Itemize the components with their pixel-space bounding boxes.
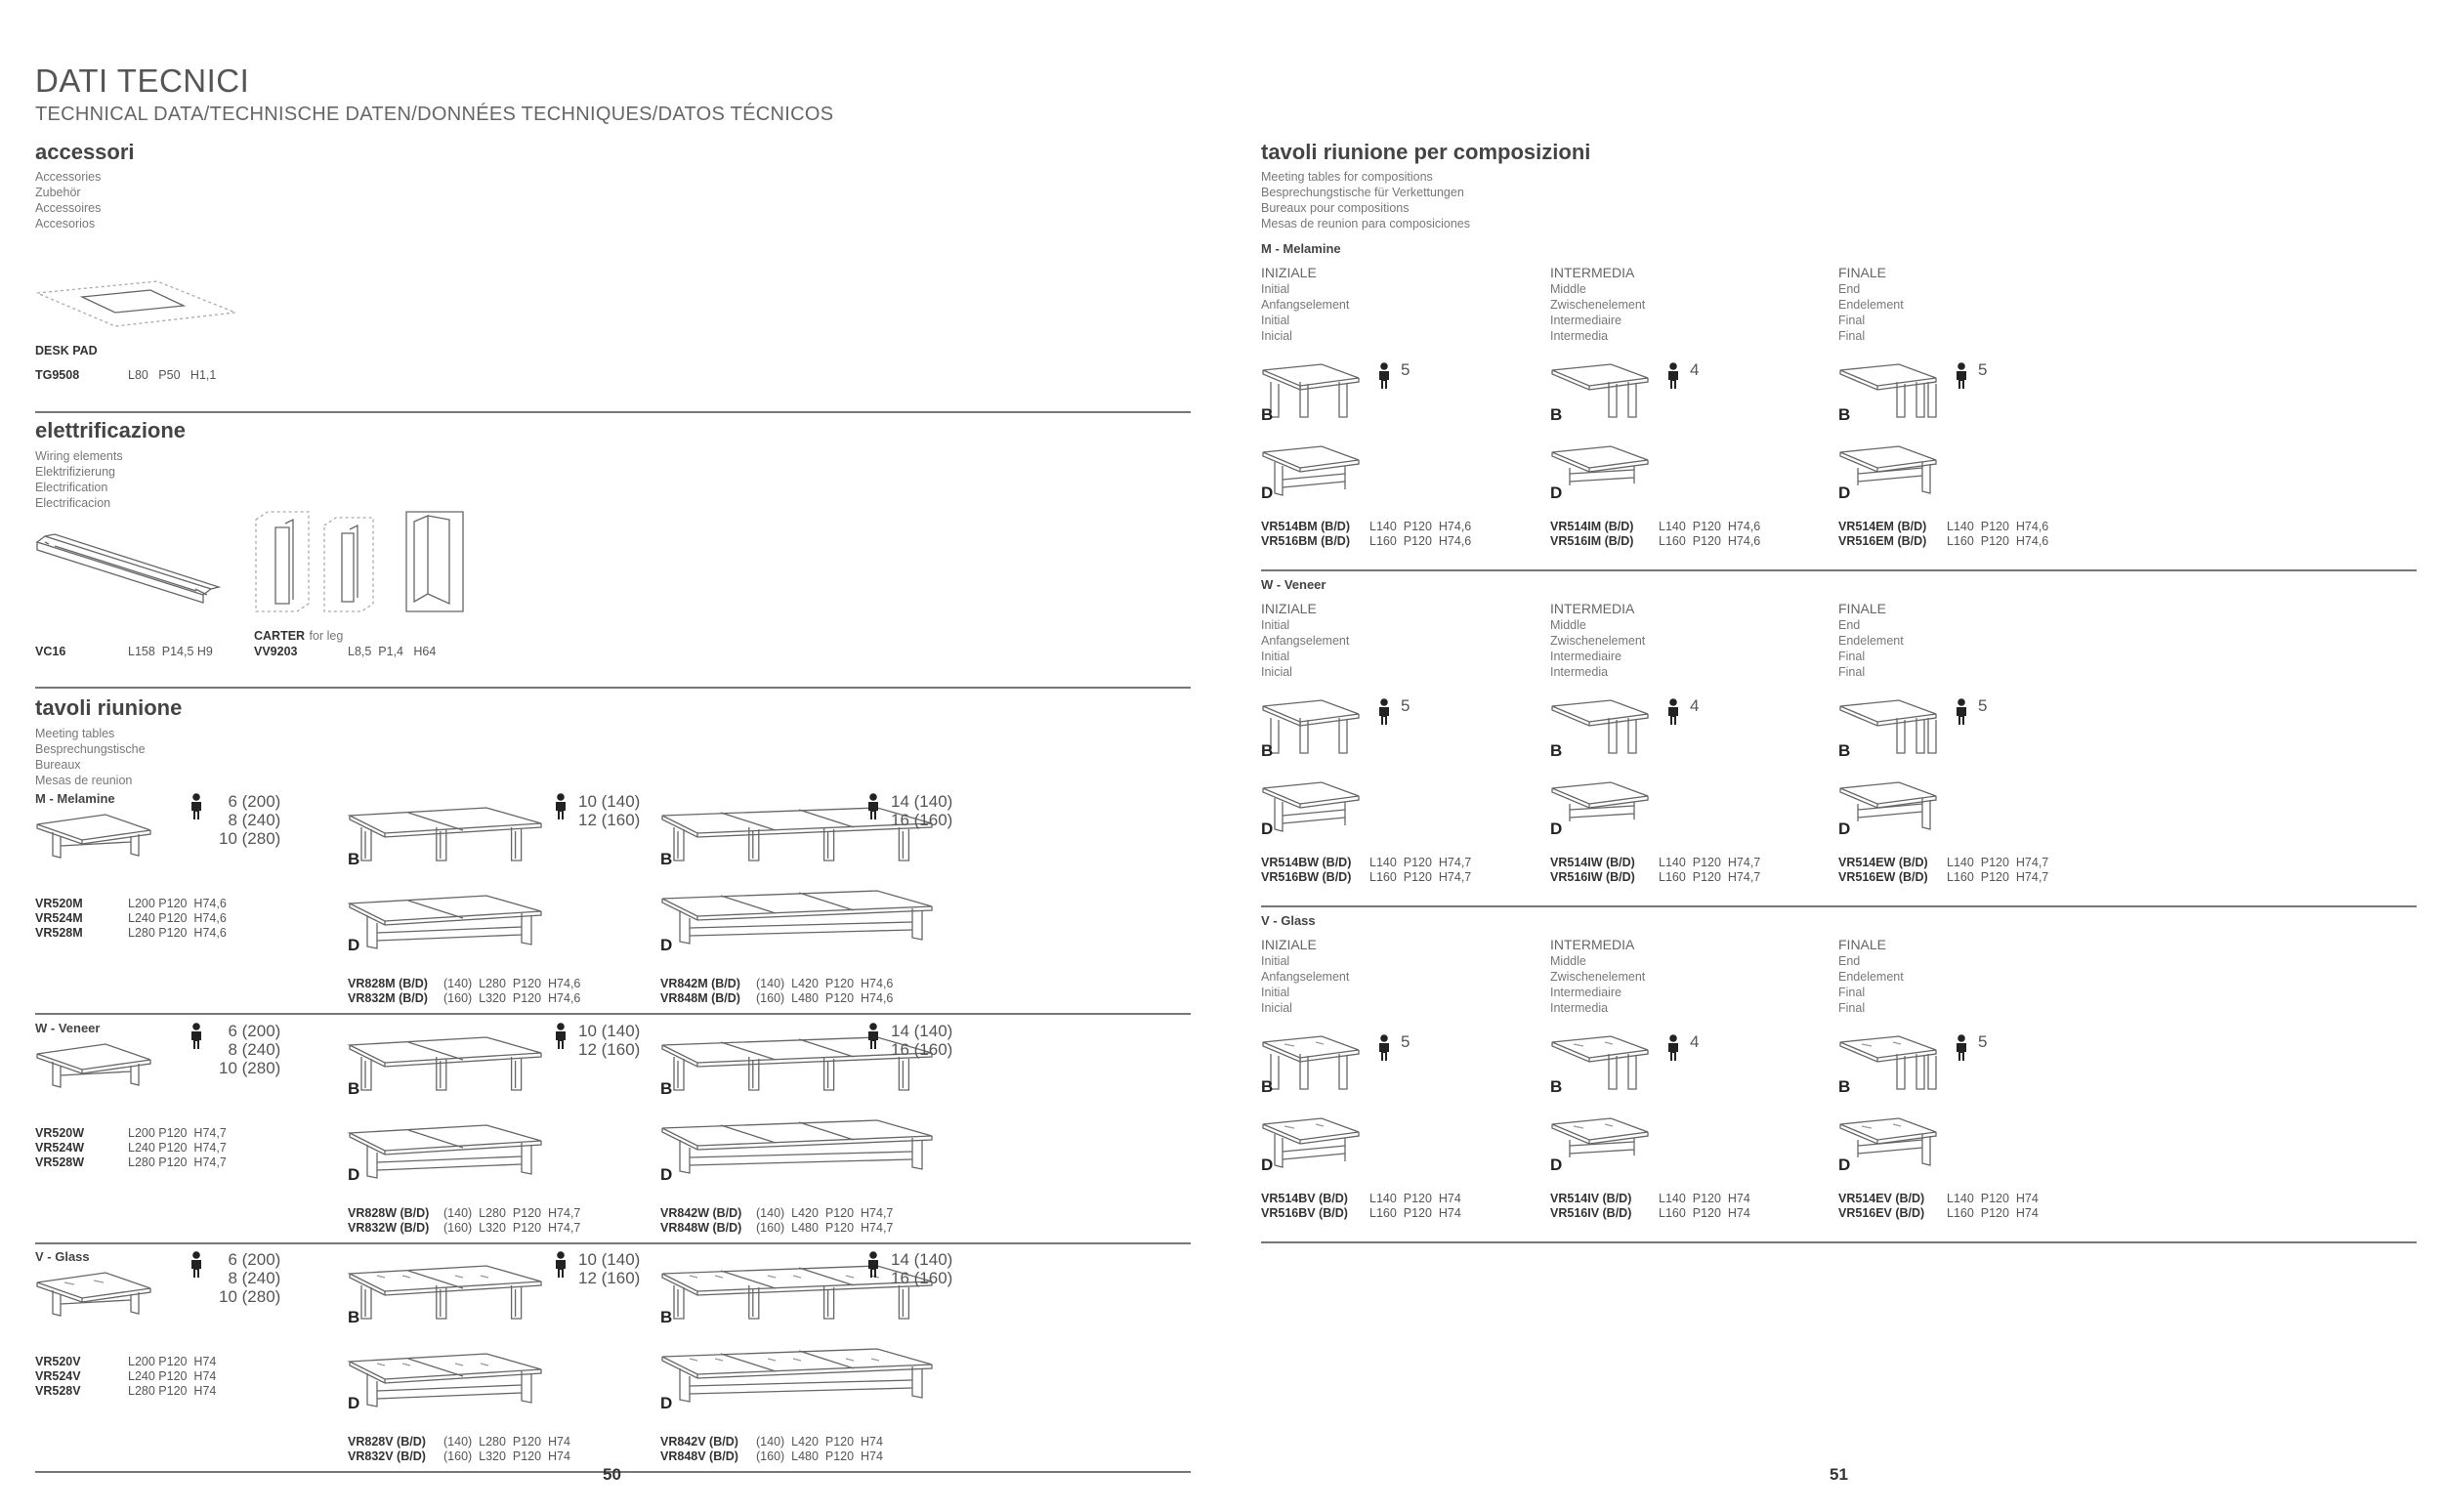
table-dims: (140) L420 P120 H74,6 (160) L480 P120 H74,6 — [756, 977, 894, 1005]
table-codes: VR514EW (B/D) VR516EW (B/D) — [1838, 856, 1928, 884]
person-icon — [1665, 362, 1681, 390]
base-b-label: B — [1838, 741, 1851, 760]
base-d-label: D — [660, 936, 673, 954]
seat-count: 4 — [1690, 696, 1700, 715]
column-subtitles: Middle Zwischenelement Intermediaire Intermedia — [1550, 282, 1646, 343]
table-drawing-d — [1838, 444, 1941, 503]
table-drawing-d — [1550, 444, 1653, 503]
person-icon — [1376, 1034, 1392, 1062]
divider — [1261, 569, 2417, 571]
seats-list: 14 (140) 16 (160) — [891, 1250, 953, 1287]
base-b-label: B — [1261, 1077, 1274, 1096]
desk-pad-dims: L80 P50 H1,1 — [128, 368, 217, 382]
page-number-left: 50 — [603, 1465, 621, 1484]
base-d-label: D — [1838, 483, 1851, 502]
person-icon — [189, 1023, 204, 1050]
table-drawing-d — [660, 1347, 944, 1406]
base-d-label: D — [1550, 819, 1563, 838]
column-title: FINALE — [1838, 937, 1887, 952]
table-dims: L140 P120 H74 L160 P120 H74 — [1947, 1192, 2039, 1220]
carter-label: CARTER for leg — [254, 629, 344, 643]
table-codes: VR828W (B/D) VR832W (B/D) — [348, 1206, 430, 1235]
table-drawing-d — [348, 1352, 553, 1410]
seats-list: 10 (140) 12 (160) — [578, 1250, 641, 1287]
base-b-label: B — [1550, 405, 1563, 424]
table-drawing-b — [1261, 698, 1364, 757]
base-b-label: B — [348, 850, 360, 868]
group-label: V - Glass — [1261, 913, 1316, 928]
carter-dims: L8,5 P1,4 H64 — [348, 645, 437, 658]
desk-pad-drawing — [35, 275, 240, 334]
table-drawing-d — [1838, 780, 1941, 839]
person-icon — [1665, 698, 1681, 726]
base-d-label: D — [348, 936, 360, 954]
vc16-dims: L158 P14,5 H9 — [128, 645, 213, 658]
table-drawing-b — [348, 1264, 553, 1323]
column-subtitles: End Endelement Final Final — [1838, 282, 1904, 343]
table-dims: L200 P120 H74,7 L240 P120 H74,7 L280 P120 H74,7 — [128, 1126, 227, 1169]
table-drawing-b — [1550, 698, 1653, 757]
seats-list: 6 (200) 8 (240) 10 (280) — [219, 792, 281, 848]
table-dims: L140 P120 H74,6 L160 P120 H74,6 — [1369, 520, 1472, 548]
base-d-label: D — [348, 1165, 360, 1184]
table-drawing-d — [1261, 1116, 1364, 1175]
table-codes: VR520V VR524V VR528V — [35, 1355, 81, 1398]
base-b-label: B — [660, 850, 673, 868]
section-title-elettrificazione: elettrificazione — [35, 418, 187, 442]
seat-count: 5 — [1978, 696, 1988, 715]
table-drawing — [35, 1042, 157, 1091]
group-label: W - Veneer — [35, 1021, 101, 1035]
table-drawing-d — [1261, 780, 1364, 839]
divider — [1261, 1241, 2417, 1243]
table-dims: L200 P120 H74,6 L240 P120 H74,6 L280 P120 H74,6 — [128, 897, 227, 940]
person-icon — [189, 1251, 204, 1279]
table-dims: L140 P120 H74,7 L160 P120 H74,7 — [1947, 856, 2049, 884]
column-subtitles: End Endelement Final Final — [1838, 954, 1904, 1015]
person-icon — [865, 1251, 881, 1279]
section-title-accessori: accessori — [35, 140, 135, 164]
section-subtitles-composizioni: Meeting tables for compositions Besprechungstische für Verkettungen Bureaux pour compositions Mesas de reunion para composiciones — [1261, 170, 1471, 231]
column-subtitles: Middle Zwischenelement Intermediaire Intermedia — [1550, 618, 1646, 679]
seat-count: 5 — [1401, 1032, 1410, 1051]
seat-count: 4 — [1690, 1032, 1700, 1051]
base-d-label: D — [660, 1165, 673, 1184]
person-icon — [553, 1251, 568, 1279]
table-codes: VR842W (B/D) VR848W (B/D) — [660, 1206, 742, 1235]
table-codes: VR514BV (B/D) VR516BV (B/D) — [1261, 1192, 1348, 1220]
base-d-label: D — [1261, 819, 1274, 838]
table-dims: L140 P120 H74,6 L160 P120 H74,6 — [1659, 520, 1761, 548]
table-codes: VR514EV (B/D) VR516EV (B/D) — [1838, 1192, 1925, 1220]
column-title: INTERMEDIA — [1550, 937, 1635, 952]
table-dims: L200 P120 H74 L240 P120 H74 L280 P120 H74 — [128, 1355, 217, 1398]
person-icon — [1954, 1034, 1969, 1062]
group-label: V - Glass — [35, 1249, 90, 1264]
base-b-label: B — [1838, 405, 1851, 424]
table-drawing-b — [1261, 1034, 1364, 1093]
person-icon — [1954, 362, 1969, 390]
column-title: INIZIALE — [1261, 937, 1317, 952]
table-codes: VR514IM (B/D) VR516IM (B/D) — [1550, 520, 1634, 548]
table-codes: VR828M (B/D) VR832M (B/D) — [348, 977, 428, 1005]
table-drawing-d — [348, 1123, 553, 1182]
base-b-label: B — [1261, 741, 1274, 760]
section-subtitles-elettrificazione: Wiring elements Elektrifizierung Electrification Electrificacion — [35, 449, 123, 510]
carter-drawing — [254, 506, 469, 613]
base-b-label: B — [1550, 741, 1563, 760]
table-dims: (140) L280 P120 H74,6 (160) L320 P120 H74,6 — [443, 977, 581, 1005]
table-drawing-d — [1550, 780, 1653, 839]
table-codes: VR842V (B/D) VR848V (B/D) — [660, 1435, 738, 1463]
vc16-code: VC16 — [35, 645, 66, 658]
base-b-label: B — [348, 1308, 360, 1326]
table-dims: L140 P120 H74,7 L160 P120 H74,7 — [1659, 856, 1761, 884]
seat-count: 5 — [1978, 360, 1988, 379]
seat-count: 4 — [1690, 360, 1700, 379]
seats-list: 10 (140) 12 (160) — [578, 792, 641, 829]
seats-list: 14 (140) 16 (160) — [891, 1022, 953, 1059]
table-drawing-d — [348, 894, 553, 952]
table-codes: VR514IV (B/D) VR516IV (B/D) — [1550, 1192, 1632, 1220]
base-d-label: D — [1838, 819, 1851, 838]
page-subtitle: TECHNICAL DATA/TECHNISCHE DATEN/DONNÉES TECHNIQUES/DATOS TÉCNICOS — [35, 104, 834, 125]
table-drawing-d — [660, 889, 944, 947]
base-b-label: B — [348, 1079, 360, 1098]
table-dims: L140 P120 H74,7 L160 P120 H74,7 — [1369, 856, 1472, 884]
divider — [35, 1013, 1191, 1015]
person-icon — [553, 1023, 568, 1050]
table-dims: L140 P120 H74 L160 P120 H74 — [1369, 1192, 1461, 1220]
table-codes: VR514BW (B/D) VR516BW (B/D) — [1261, 856, 1352, 884]
table-drawing-b — [1550, 362, 1653, 421]
table-drawing — [35, 813, 157, 861]
base-d-label: D — [348, 1394, 360, 1412]
table-codes: VR514IW (B/D) VR516IW (B/D) — [1550, 856, 1635, 884]
table-dims: (140) L280 P120 H74,7 (160) L320 P120 H74,7 — [443, 1206, 581, 1235]
person-icon — [1954, 698, 1969, 726]
divider — [35, 1242, 1191, 1244]
column-title: INTERMEDIA — [1550, 265, 1635, 280]
column-title: FINALE — [1838, 601, 1887, 616]
table-codes: VR514EM (B/D) VR516EM (B/D) — [1838, 520, 1927, 548]
page-number-right: 51 — [1830, 1465, 1848, 1484]
base-b-label: B — [1550, 1077, 1563, 1096]
group-label: M - Melamine — [1261, 241, 1341, 256]
table-codes: VR520M VR524M VR528M — [35, 897, 83, 940]
column-subtitles: Middle Zwischenelement Intermediaire Intermedia — [1550, 954, 1646, 1015]
seat-count: 5 — [1978, 1032, 1988, 1051]
table-dims: (140) L280 P120 H74 (160) L320 P120 H74 — [443, 1435, 570, 1463]
base-d-label: D — [660, 1394, 673, 1412]
table-dims: L140 P120 H74 L160 P120 H74 — [1659, 1192, 1750, 1220]
section-title-tavoli: tavoli riunione — [35, 695, 183, 720]
person-icon — [865, 1023, 881, 1050]
column-subtitles: Initial Anfangselement Initial Inicial — [1261, 618, 1350, 679]
table-drawing — [35, 1271, 157, 1320]
person-icon — [865, 793, 881, 820]
carter-code: VV9203 — [254, 645, 298, 658]
seats-list: 6 (200) 8 (240) 10 (280) — [219, 1022, 281, 1077]
section-subtitles-accessori: Accessories Zubehör Accessoires Accesorios — [35, 170, 102, 231]
column-title: INIZIALE — [1261, 265, 1317, 280]
person-icon — [1376, 362, 1392, 390]
group-label: M - Melamine — [35, 791, 115, 806]
column-title: INTERMEDIA — [1550, 601, 1635, 616]
table-drawing-b — [1550, 1034, 1653, 1093]
column-title: FINALE — [1838, 265, 1887, 280]
column-subtitles: End Endelement Final Final — [1838, 618, 1904, 679]
base-b-label: B — [1261, 405, 1274, 424]
divider — [1261, 905, 2417, 907]
column-subtitles: Initial Anfangselement Initial Inicial — [1261, 954, 1350, 1015]
seats-list: 10 (140) 12 (160) — [578, 1022, 641, 1059]
base-b-label: B — [1838, 1077, 1851, 1096]
table-drawing-d — [1261, 444, 1364, 503]
base-d-label: D — [1261, 483, 1274, 502]
base-d-label: D — [1550, 483, 1563, 502]
base-d-label: D — [1550, 1155, 1563, 1174]
table-drawing-d — [660, 1118, 944, 1177]
column-subtitles: Initial Anfangselement Initial Inicial — [1261, 282, 1350, 343]
table-drawing-d — [1838, 1116, 1941, 1175]
column-title: INIZIALE — [1261, 601, 1317, 616]
table-dims: (140) L420 P120 H74 (160) L480 P120 H74 — [756, 1435, 883, 1463]
desk-pad-code: TG9508 — [35, 368, 80, 382]
person-icon — [1376, 698, 1392, 726]
table-drawing-d — [1550, 1116, 1653, 1175]
base-b-label: B — [660, 1308, 673, 1326]
table-dims: (140) L420 P120 H74,7 (160) L480 P120 H74,7 — [756, 1206, 894, 1235]
table-drawing-b — [1261, 362, 1364, 421]
section-subtitles-tavoli: Meeting tables Besprechungstische Bureaux Mesas de reunion — [35, 727, 146, 787]
table-drawing-b — [1838, 1034, 1941, 1093]
table-drawing-b — [348, 1035, 553, 1094]
seats-list: 14 (140) 16 (160) — [891, 792, 953, 829]
person-icon — [1665, 1034, 1681, 1062]
divider — [35, 687, 1191, 689]
seat-count: 5 — [1401, 696, 1410, 715]
desk-pad-label: DESK PAD — [35, 344, 98, 357]
seats-list: 6 (200) 8 (240) 10 (280) — [219, 1250, 281, 1306]
table-codes: VR842M (B/D) VR848M (B/D) — [660, 977, 740, 1005]
table-dims: L140 P120 H74,6 L160 P120 H74,6 — [1947, 520, 2049, 548]
table-drawing-b — [1838, 362, 1941, 421]
base-d-label: D — [1838, 1155, 1851, 1174]
vc16-drawing — [35, 532, 221, 601]
divider — [35, 411, 1191, 413]
section-title-composizioni: tavoli riunione per composizioni — [1261, 140, 1591, 164]
table-drawing-b — [1838, 698, 1941, 757]
seat-count: 5 — [1401, 360, 1410, 379]
group-label: W - Veneer — [1261, 577, 1326, 592]
base-b-label: B — [660, 1079, 673, 1098]
table-codes: VR828V (B/D) VR832V (B/D) — [348, 1435, 426, 1463]
table-codes: VR514BM (B/D) VR516BM (B/D) — [1261, 520, 1350, 548]
table-drawing-b — [348, 806, 553, 864]
person-icon — [189, 793, 204, 820]
page-title: DATI TECNICI — [35, 63, 250, 99]
base-d-label: D — [1261, 1155, 1274, 1174]
table-codes: VR520W VR524W VR528W — [35, 1126, 85, 1169]
person-icon — [553, 793, 568, 820]
